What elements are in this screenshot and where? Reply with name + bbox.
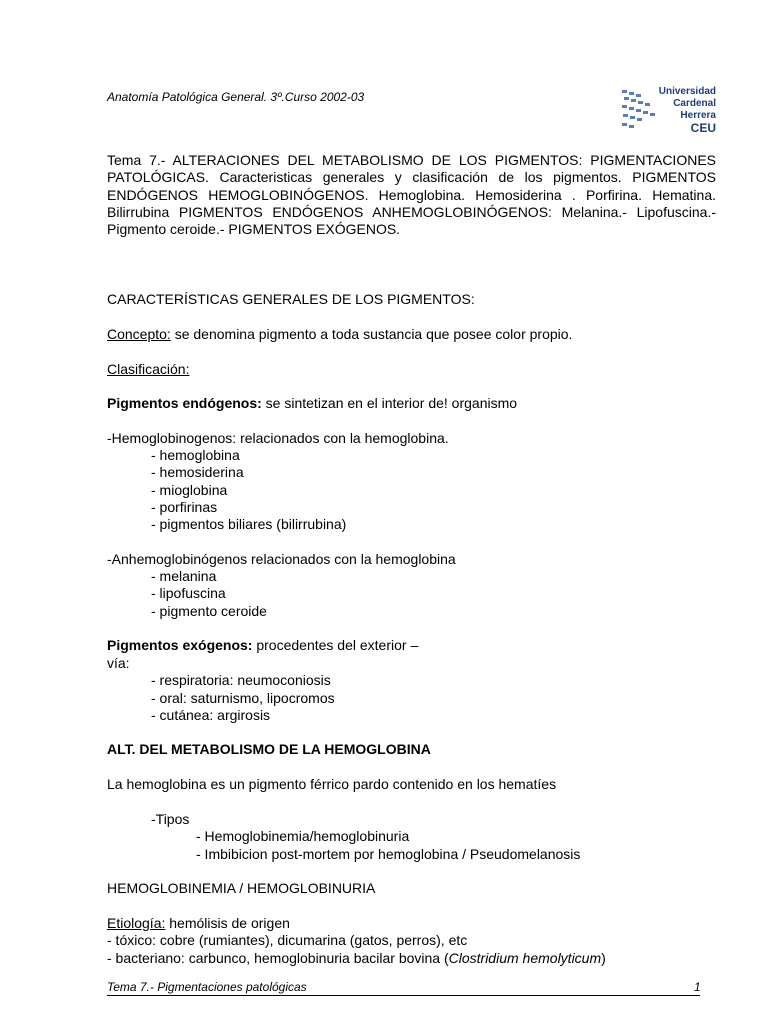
list-item: - respiratoria: neumoconiosis	[151, 672, 331, 688]
anhemoglobinogenos-intro: -Anhemoglobinógenos relacionados con la hemoglobina	[107, 551, 456, 567]
logo-line: Herrera	[680, 110, 716, 121]
list-item: - pigmento ceroide	[151, 603, 267, 619]
hemoglobina-definition: La hemoglobina es un pigmento férrico pardo contenido en los hematíes	[107, 776, 557, 792]
bacteriano-species: Clostridium hemolyticum	[448, 950, 602, 966]
hemoglobinemia-heading: HEMOGLOBINEMIA / HEMOGLOBINURIA	[107, 880, 376, 896]
endogenos-line	[107, 395, 517, 412]
list-item: - Imbibicion post-mortem por hemoglobina / Pseudomelanosis	[196, 846, 581, 862]
endogenos-label: Pigmentos endógenos:	[107, 395, 262, 411]
tipos-label: -Tipos	[151, 811, 190, 827]
list-item: - lipofuscina	[151, 585, 226, 601]
endogenos-text: se sintetizan en el interior de! organismo	[261, 395, 518, 411]
logo-line: Universidad	[658, 86, 716, 97]
bacteriano-text: - bacteriano: carbunco, hemoglobinuria bacilar bovina (	[107, 950, 449, 966]
concepto-text: se denomina pigmento a toda sustancia que posee color propio.	[170, 326, 573, 342]
logo-wordmark	[659, 86, 716, 134]
caracteristicas-heading: CARACTERÍSTICAS GENERALES DE LOS PIGMENTOS:	[107, 291, 475, 307]
exogenos-line	[107, 637, 418, 654]
etiologia-text: hemólisis de origen	[165, 915, 290, 931]
etiologia-label: Etiología:	[107, 915, 166, 931]
page-number: 1	[694, 980, 701, 994]
alt-heading: ALT. DEL METABOLISMO DE LA HEMOGLOBINA	[107, 741, 431, 757]
concepto-line	[107, 326, 572, 343]
list-item: - mioglobina	[151, 482, 228, 498]
etiologia-bacteriano	[107, 950, 606, 967]
university-logo	[620, 86, 720, 138]
course-header: Anatomía Patológica General. 3º.Curso 2002-03	[107, 90, 365, 104]
list-item: - melanina	[151, 568, 217, 584]
hemoglobinogenos-intro: -Hemoglobinogenos: relacionados con la hemoglobina.	[107, 430, 449, 446]
logo-line: CEU	[690, 121, 716, 135]
list-item: - oral: saturnismo, lipocromos	[151, 690, 335, 706]
logo-line: Cardenal	[673, 98, 716, 109]
footer-title: Tema 7.- Pigmentaciones patológicas	[107, 980, 700, 996]
exogenos-text: procedentes del exterior –	[252, 637, 419, 653]
list-item: - Hemoglobinemia/hemoglobinuria	[196, 828, 410, 844]
list-item: - cutánea: argirosis	[151, 707, 271, 723]
list-item: - pigmentos biliares (bilirrubina)	[151, 516, 347, 532]
clasificacion-label: Clasificación:	[107, 361, 190, 377]
list-item: - hemosiderina	[151, 464, 244, 480]
list-item: - porfirinas	[151, 499, 218, 515]
bacteriano-end: )	[601, 950, 606, 966]
etiologia-toxico: - tóxico: cobre (rumiantes), dicumarina (gatos, perros), etc	[107, 932, 468, 948]
etiologia-line	[107, 915, 290, 932]
exogenos-via: vía:	[107, 655, 130, 671]
tema-paragraph: Tema 7.- ALTERACIONES DEL METABOLISMO DE LOS PIGMENTOS: PIGMENTACIONES PATOLÓGICAS. Caracteristicas generales y clasificación de los pigmentos. PIGMENTOS ENDÓGENOS HEMOGLOBINÓGENOS. Hemoglobina. Hemosiderina . Porfirina. Hematina. Bilirrubina PIGMENTOS ENDÓGENOS ANHEMOGLOBINÓGENOS: Melanina.- Lipofuscina.-Pigmento ceroide.- PIGMENTOS EXÓGENOS.	[107, 152, 716, 238]
exogenos-label: Pigmentos exógenos:	[107, 637, 253, 653]
list-item: - hemoglobina	[151, 447, 240, 463]
concepto-label: Concepto:	[107, 326, 171, 342]
